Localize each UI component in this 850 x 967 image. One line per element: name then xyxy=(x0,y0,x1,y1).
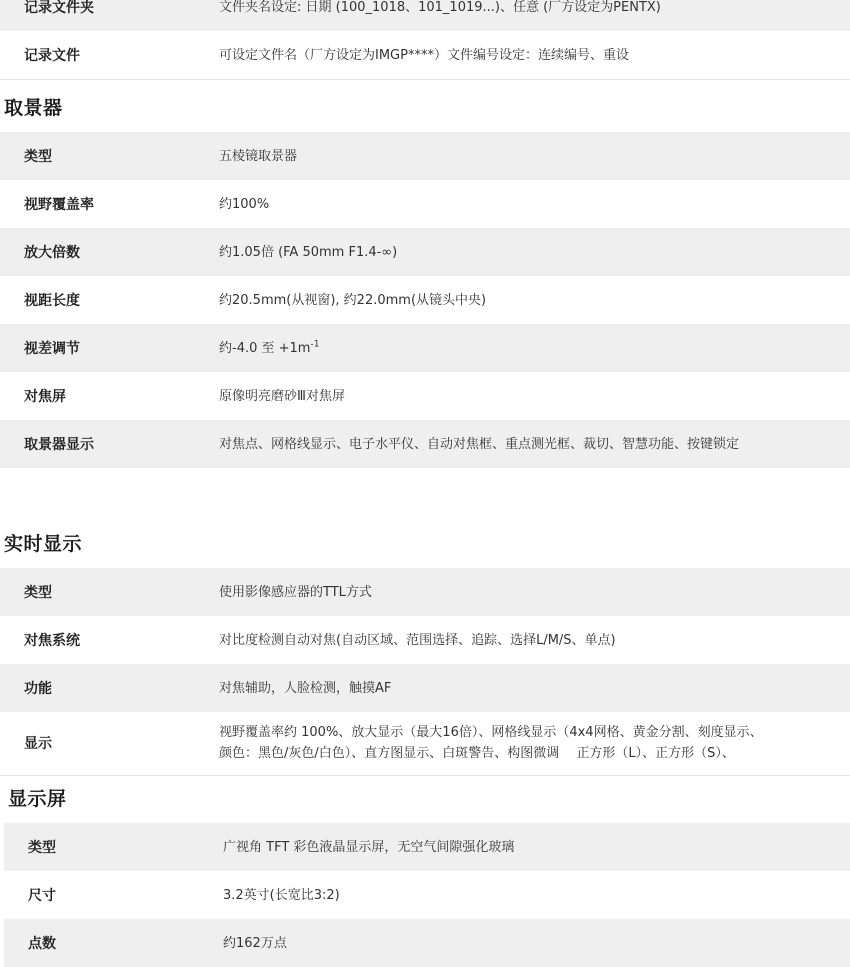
spec-label: 视距长度 xyxy=(24,293,80,309)
spec-row-liveview-display xyxy=(0,712,850,774)
spec-row-focus-system xyxy=(0,616,850,664)
spec-value: 使用影像感应器的TTL方式 xyxy=(219,584,372,600)
spec-row-magnification xyxy=(0,228,850,276)
spec-value: 五棱镜取景器 xyxy=(219,148,298,164)
spec-label: 视差调节 xyxy=(24,341,80,357)
spec-label: 视野覆盖率 xyxy=(24,197,94,213)
spec-label: 记录文件 xyxy=(24,48,80,64)
spec-row-focusing-screen xyxy=(0,372,850,420)
spec-label: 显示 xyxy=(24,736,52,752)
spec-value: 约20.5mm(从视窗), 约22.0mm(从镜头中央) xyxy=(219,292,487,308)
spec-label: 类型 xyxy=(24,149,52,165)
spec-row-record-file xyxy=(0,31,850,79)
spec-row-viewfinder-type xyxy=(0,132,850,180)
spec-row-monitor-type xyxy=(4,823,850,871)
spec-row-record-folder xyxy=(0,0,850,31)
spec-row-field-coverage xyxy=(0,180,850,228)
spec-value xyxy=(219,338,850,359)
spec-label: 记录文件夹 xyxy=(24,0,94,16)
section-heading-viewfinder: 取景器 xyxy=(4,97,63,119)
display-section xyxy=(0,775,850,967)
spec-label: 类型 xyxy=(24,585,52,601)
spec-value: 约100% xyxy=(219,196,270,212)
diopter-exponent: -1 xyxy=(310,339,320,350)
spec-row-monitor-dots xyxy=(4,919,850,967)
spec-label: 功能 xyxy=(24,681,52,697)
spec-value-line: 视野覆盖率约 100%、放大显示（最大16倍）、网格线显示（4x4网格、黄金分割、刻度显示、 xyxy=(219,725,763,740)
spec-value-line: 颜色：黑色/灰色/白色）、直方图显示、白斑警告、构图微调 正方形（L）、正方形（S）、 xyxy=(219,746,735,761)
liveview-section xyxy=(0,520,850,774)
section-divider xyxy=(0,79,850,80)
spec-value: 约1.05倍 (FA 50mm F1.4-∞) xyxy=(219,244,398,260)
spec-row-functions xyxy=(0,664,850,712)
spec-value: 对焦辅助，人脸检测，触摸AF xyxy=(219,680,392,696)
spec-row-monitor-size xyxy=(4,871,850,919)
recording-section xyxy=(0,0,850,79)
spec-row-eyepoint xyxy=(0,276,850,324)
spec-label: 尺寸 xyxy=(28,888,56,904)
spec-value: 广视角 TFT 彩色液晶显示屏，无空气间隙强化玻璃 xyxy=(223,839,515,855)
spec-value: 约162万点 xyxy=(223,935,287,951)
section-heading-liveview: 实时显示 xyxy=(4,533,83,555)
spec-value: 原像明亮磨砂Ⅲ对焦屏 xyxy=(219,388,345,404)
spec-row-liveview-type xyxy=(0,568,850,616)
spec-value: 可设定文件名（厂方设定为IMGP****）文件编号设定：连续编号、重设 xyxy=(219,47,629,63)
viewfinder-section xyxy=(0,84,850,468)
spec-label: 点数 xyxy=(28,936,56,952)
spec-label: 对焦屏 xyxy=(24,389,66,405)
spec-value: 对比度检测自动对焦(自动区域、范围选择、追踪、选择L/M/S、单点) xyxy=(219,632,616,648)
diopter-value-text: 约-4.0 至 +1m xyxy=(219,340,311,356)
spec-label: 放大倍数 xyxy=(24,245,80,261)
spec-value: 3.2英寸(长宽比3:2) xyxy=(223,887,340,903)
spec-label: 对焦系统 xyxy=(24,633,80,649)
spec-value xyxy=(219,722,850,764)
spec-label: 类型 xyxy=(28,840,56,856)
spec-row-diopter xyxy=(0,324,850,372)
spec-label: 取景器显示 xyxy=(24,437,94,453)
spec-value: 文件夹名设定: 日期 (100_1018、101_1019...)、任意 (厂方设定为PENTX) xyxy=(219,0,661,15)
spec-row-viewfinder-display xyxy=(0,420,850,468)
spec-value: 对焦点、网格线显示、电子水平仪、自动对焦框、重点测光框、裁切、智慧功能、按键锁定 xyxy=(219,436,740,452)
section-heading-display: 显示屏 xyxy=(8,788,67,810)
